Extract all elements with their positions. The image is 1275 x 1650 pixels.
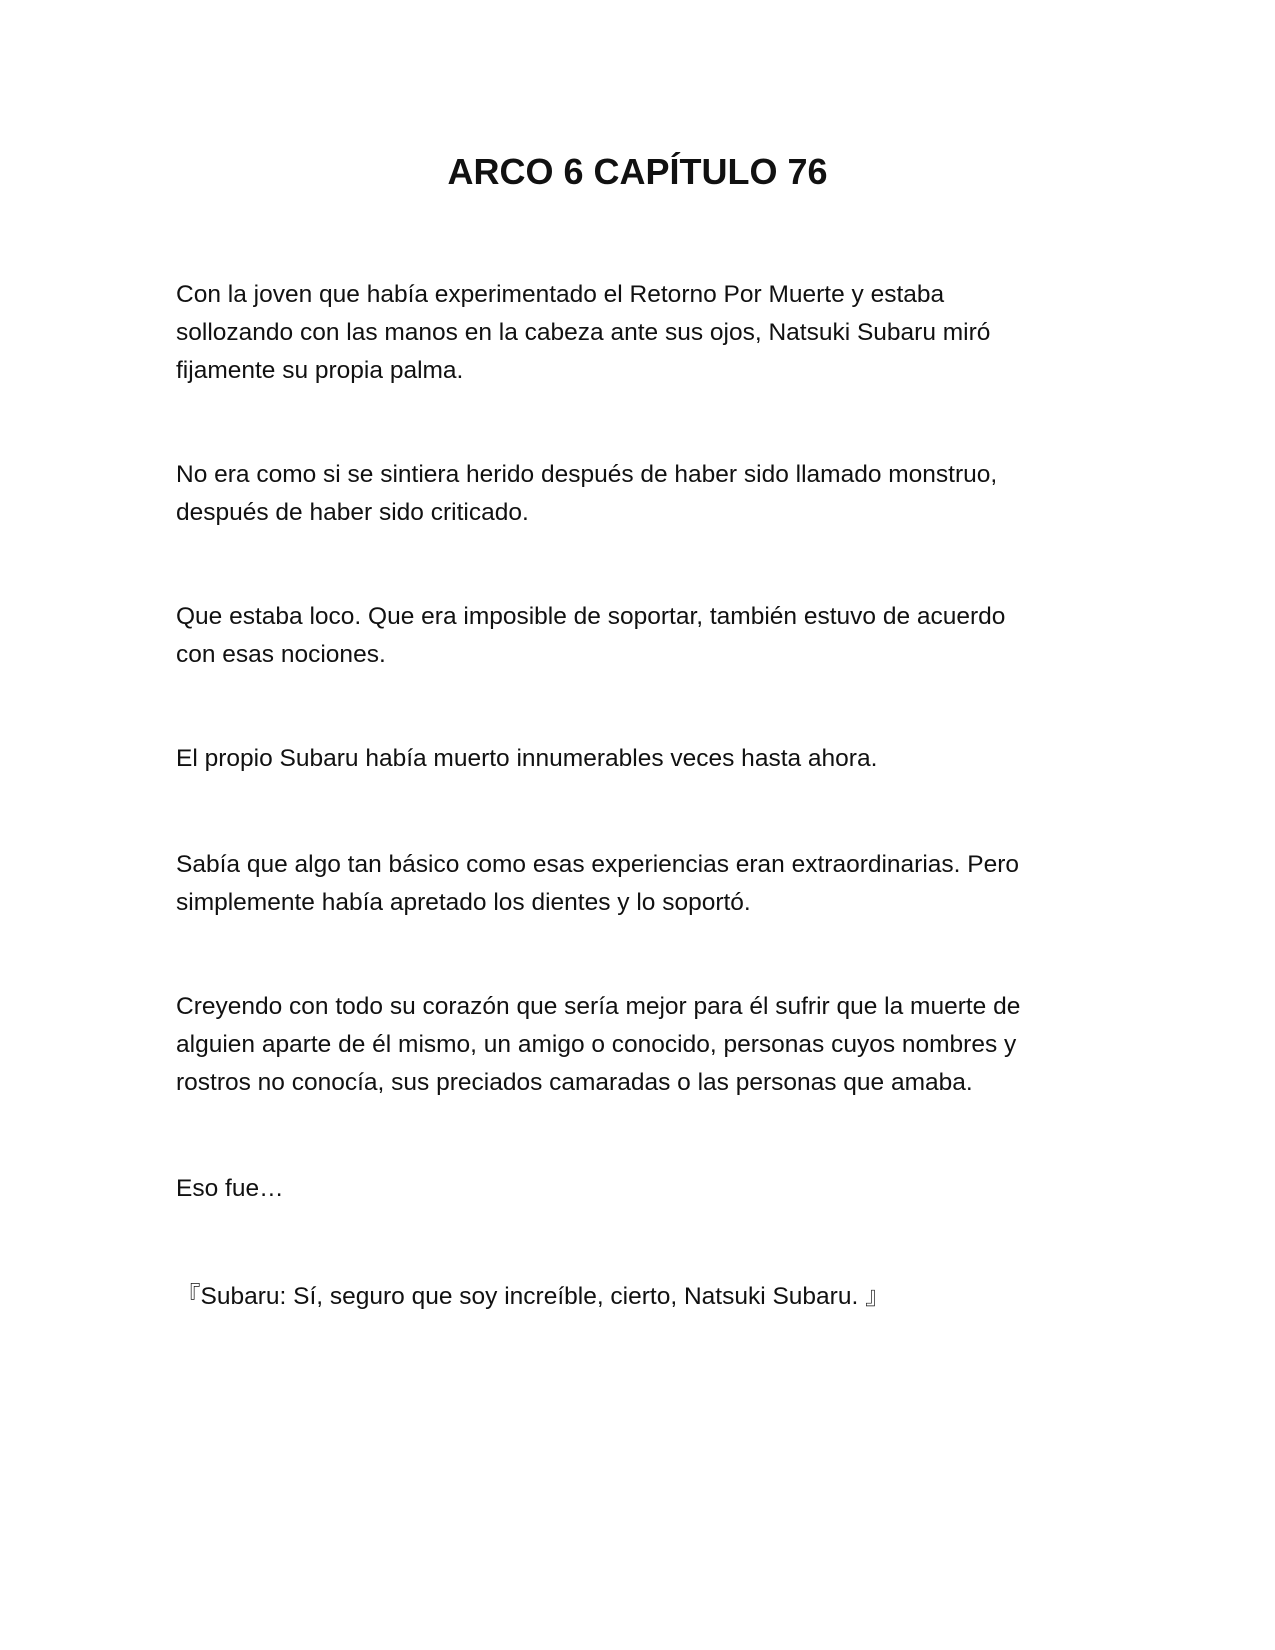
paragraph-2 xyxy=(176,456,1116,532)
paragraph-line: rostros no conocía, sus preciados camaradas o las personas que amaba. xyxy=(176,1069,973,1096)
paragraph-line: alguien aparte de él mismo, un amigo o conocido, personas cuyos nombres y xyxy=(176,1031,1017,1058)
paragraph-6 xyxy=(176,988,1116,1102)
paragraph-5 xyxy=(176,846,1116,922)
paragraph-line: El propio Subaru había muerto innumerables veces hasta ahora. xyxy=(176,745,878,772)
paragraph-7 xyxy=(176,1170,1116,1208)
paragraph-line: No era como si se sintiera herido después de haber sido llamado monstruo, xyxy=(176,461,998,488)
paragraph-1 xyxy=(176,276,1116,390)
paragraph-4 xyxy=(176,740,1116,778)
dialogue-line: 『Subaru: Sí, seguro que soy increíble, cierto, Natsuki Subaru. 』 xyxy=(176,1283,890,1310)
paragraph-line: Que estaba loco. Que era imposible de soportar, también estuvo de acuerdo xyxy=(176,603,1006,630)
paragraph-line: Sabía que algo tan básico como esas experiencias eran extraordinarias. Pero xyxy=(176,851,1020,878)
paragraph-line: simplemente había apretado los dientes y lo soportó. xyxy=(176,889,751,916)
paragraph-line: sollozando con las manos en la cabeza ante sus ojos, Natsuki Subaru miró xyxy=(176,319,991,346)
paragraph-line: fijamente su propia palma. xyxy=(176,357,464,384)
paragraph-line: Creyendo con todo su corazón que sería mejor para él sufrir que la muerte de xyxy=(176,993,1021,1020)
paragraph-line: Eso fue… xyxy=(176,1175,284,1202)
chapter-title: ARCO 6 CAPÍTULO 76 xyxy=(447,151,828,192)
paragraph-line: Con la joven que había experimentado el Retorno Por Muerte y estaba xyxy=(176,281,945,308)
paragraph-3 xyxy=(176,598,1116,674)
paragraph-line: después de haber sido criticado. xyxy=(176,499,529,526)
paragraph-line: con esas nociones. xyxy=(176,641,386,668)
